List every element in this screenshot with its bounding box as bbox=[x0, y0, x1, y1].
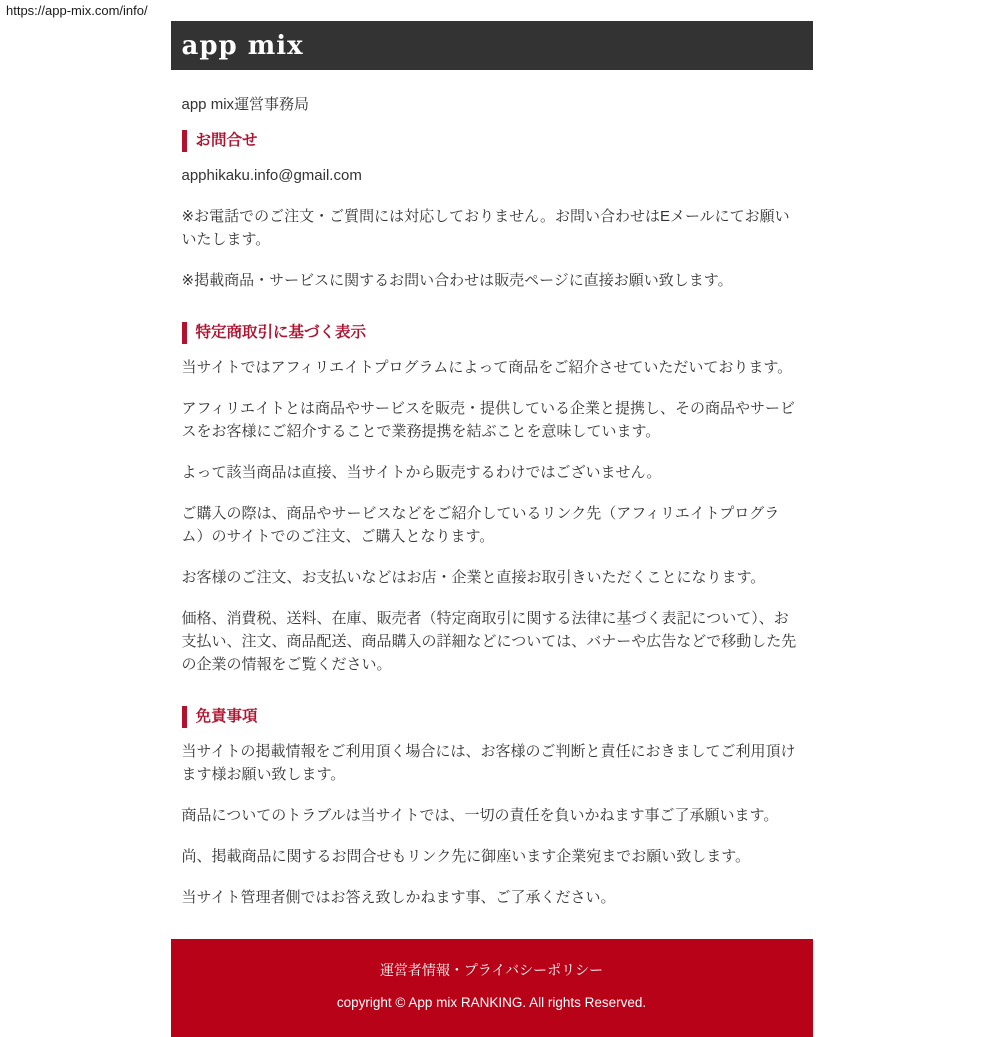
page-container bbox=[171, 21, 813, 1037]
section-contact bbox=[182, 130, 802, 292]
disclaimer-paragraph: 尚、掲載商品に関するお問合せもリンク先に御座います企業宛までお願い致します。 bbox=[181, 848, 751, 865]
disclaimer-paragraph: 商品についてのトラブルは当サイトでは、一切の責任を負いかねます事ご了承願います。 bbox=[181, 807, 779, 824]
footer-privacy-policy-link[interactable]: 運営者情報・プライバシーポリシー bbox=[379, 962, 604, 978]
section-heading-disclaimer: 免責事項 bbox=[182, 706, 802, 728]
page-footer bbox=[171, 939, 813, 1037]
commerce-paragraph: 価格、消費税、送料、在庫、販売者（特定商取引に関する法律に基づく表記について）、お支払い、注文、商品配送、商品購入の詳細などについては、バナーや広告などで移動した先の企業の情報をご覧ください。 bbox=[181, 610, 797, 673]
site-title[interactable]: app mix bbox=[181, 30, 304, 61]
commerce-paragraph: 当サイトではアフィリエイトプログラムによって商品をご紹介させていただいております。 bbox=[181, 359, 793, 376]
section-heading-commerce: 特定商取引に基づく表示 bbox=[182, 322, 802, 344]
commerce-paragraph: アフィリエイトとは商品やサービスを販売・提供している企業と提携し、その商品やサービスをお客様にご紹介することで業務提携を結ぶことを意味しています。 bbox=[181, 400, 796, 440]
copyright-text: copyright © App mix RANKING. All rights Reserved. bbox=[336, 995, 647, 1010]
contact-note-products: ※掲載商品・サービスに関するお問い合わせは販売ページに直接お願い致します。 bbox=[181, 272, 733, 289]
disclaimer-paragraph: 当サイト管理者側ではお答え致しかねます事、ご了承ください。 bbox=[181, 889, 616, 906]
section-heading-contact: お問合せ bbox=[182, 130, 802, 152]
disclaimer-paragraph: 当サイトの掲載情報をご利用頂く場合には、お客様のご判断と責任におきましてご利用頂けます様お願い致します。 bbox=[181, 743, 796, 783]
section-disclaimer bbox=[182, 706, 802, 909]
commerce-paragraph: お客様のご注文、お支払いなどはお店・企業と直接お取引きいただくことになります。 bbox=[181, 569, 766, 586]
contact-email: apphikaku.info@gmail.com bbox=[181, 167, 362, 184]
section-commerce-disclosure bbox=[182, 322, 802, 676]
commerce-paragraph: ご購入の際は、商品やサービスなどをご紹介しているリンク先（アフィリエイトプログラム）のサイトでのご注文、ご購入となります。 bbox=[181, 505, 780, 545]
site-header bbox=[171, 21, 813, 70]
main-content bbox=[171, 93, 813, 909]
commerce-paragraph: よって該当商品は直接、当サイトから販売するわけではございません。 bbox=[181, 464, 662, 481]
operator-name: app mix運営事務局 bbox=[181, 96, 310, 113]
page-url: https://app-mix.com/info/ bbox=[6, 3, 148, 18]
contact-note-phone: ※お電話でのご注文・ご質問には対応しておりません。お問い合わせはEメールにてお願いいたします。 bbox=[181, 208, 790, 248]
